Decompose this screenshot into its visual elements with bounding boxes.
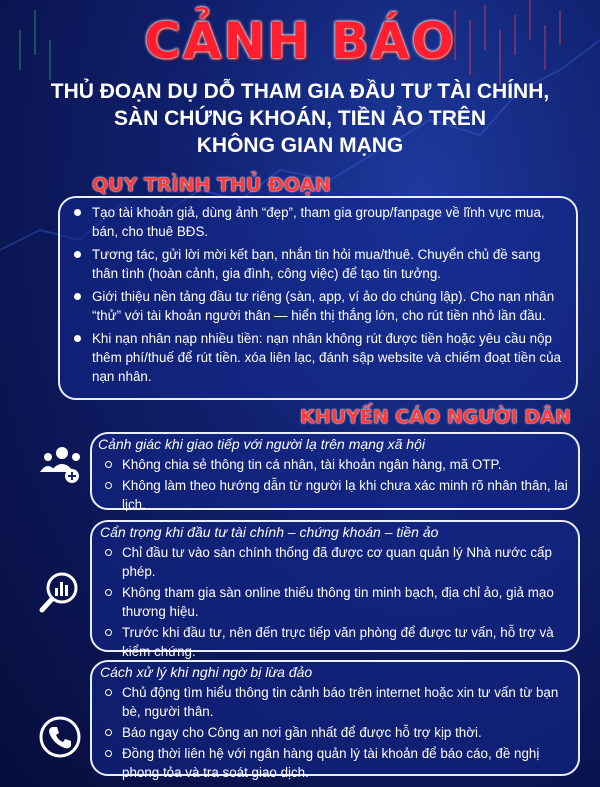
- list-item-text: Trước khi đầu tư, nên đến trực tiếp văn phòng để được tư vấn, hỗ trợ và kiểm chứng.: [122, 625, 554, 659]
- subtitle: [10, 78, 590, 159]
- list-item-text: Giới thiệu nền tảng đầu tư riêng (sàn, app, ví ảo do chúng lập). Cho nạn nhân “thử” với tài khoản người thân — hiển thị thắng lớn, cho rút tiền nhỏ lần đầu.: [92, 289, 555, 323]
- list-item: [98, 455, 576, 474]
- bullet-ring: [105, 482, 112, 489]
- list-item-text: Không tham gia sàn online thiếu thông tin minh bạch, địa chỉ ảo, giả mạo thương hiệu.: [122, 585, 554, 619]
- page-title: CẢNH BÁO: [144, 12, 456, 70]
- list-item: [70, 203, 570, 241]
- process-heading: QUY TRÌNH THỦ ĐOẠN: [92, 174, 331, 196]
- list-item: [98, 583, 576, 621]
- list-item: [70, 245, 570, 283]
- bullet-dot: [74, 335, 81, 342]
- list-item-text: Chủ động tìm hiểu thông tin cảnh báo trên internet hoặc xin tư vấn từ bạn bè, người thân.: [122, 685, 559, 719]
- list-item-text: Tạo tài khoản giả, dùng ảnh “đẹp”, tham gia group/fanpage về lĩnh vực mua, bán, cho thuê BĐS.: [92, 205, 545, 239]
- phone-icon: [38, 715, 82, 759]
- list-item: [98, 476, 576, 514]
- list-item-text: Đồng thời liên hệ với ngân hàng quản lý tài khoản để báo cáo, đề nghị phong tỏa và tra soát giao dịch.: [122, 746, 540, 780]
- list-item-text: Tương tác, gửi lời mời kết bạn, nhắn tin hỏi mua/thuê. Chuyển chủ đề sang thân tình (hoàn cảnh, gia đình, công việc) để tạo tin tưởng.: [92, 247, 541, 281]
- card-list: [98, 543, 576, 663]
- card-list: [98, 683, 576, 784]
- users-add-icon: [40, 442, 84, 486]
- list-item-text: Không làm theo hướng dẫn từ người lạ khi chưa xác minh rõ nhân thân, lai lịch.: [122, 478, 568, 512]
- bullet-ring: [105, 729, 112, 736]
- bullet-dot: [74, 293, 81, 300]
- bullet-ring: [105, 689, 112, 696]
- list-item: [98, 723, 576, 742]
- list-item: [98, 543, 576, 581]
- list-item-text: Khi nạn nhân nạp nhiều tiền: nạn nhân không rút được tiền hoặc yêu cầu nộp thêm phí/thuế để rút tiền. xóa liên lạc, đánh sập website và chiếm đoạt tiền của nạn nhân.: [92, 331, 561, 384]
- bullet-ring: [105, 750, 112, 757]
- card-list: [98, 455, 576, 516]
- card-title: Cẩn trọng khi đầu tư tài chính – chứng khoán – tiền ảo: [100, 524, 439, 540]
- bullet-dot: [74, 209, 81, 216]
- list-item-text: Chỉ đầu tư vào sàn chính thống đã được cơ quan quản lý Nhà nước cấp phép.: [122, 545, 552, 579]
- list-item: [98, 683, 576, 721]
- subtitle-line: SÀN CHỨNG KHOÁN, TIỀN ẢO TRÊN: [113, 107, 487, 130]
- advice-heading: KHUYẾN CÁO NGƯỜI DÂN: [300, 406, 571, 428]
- bullet-dot: [74, 251, 81, 258]
- card-title: Cách xử lý khi nghi ngờ bị lừa đảo: [100, 664, 313, 680]
- card-title: Cảnh giác khi giao tiếp với người lạ trên mạng xã hội: [98, 436, 425, 452]
- subtitle-line: THỦ ĐOẠN DỤ DỖ THAM GIA ĐẦU TƯ TÀI CHÍNH,: [50, 80, 550, 103]
- process-list: [70, 203, 570, 390]
- bullet-ring: [105, 589, 112, 596]
- subtitle-line: KHÔNG GIAN MẠNG: [196, 134, 404, 157]
- search-chart-icon: [38, 568, 82, 614]
- bullet-ring: [105, 461, 112, 468]
- bullet-ring: [105, 629, 112, 636]
- bullet-ring: [105, 549, 112, 556]
- list-item: [98, 623, 576, 661]
- list-item-text: Không chia sẻ thông tin cá nhân, tài khoản ngân hàng, mã OTP.: [122, 457, 502, 472]
- list-item: [98, 744, 576, 782]
- list-item-text: Báo ngay cho Công an nơi gần nhất để được hỗ trợ kịp thời.: [122, 725, 482, 740]
- list-item: [70, 287, 570, 325]
- list-item: [70, 329, 570, 386]
